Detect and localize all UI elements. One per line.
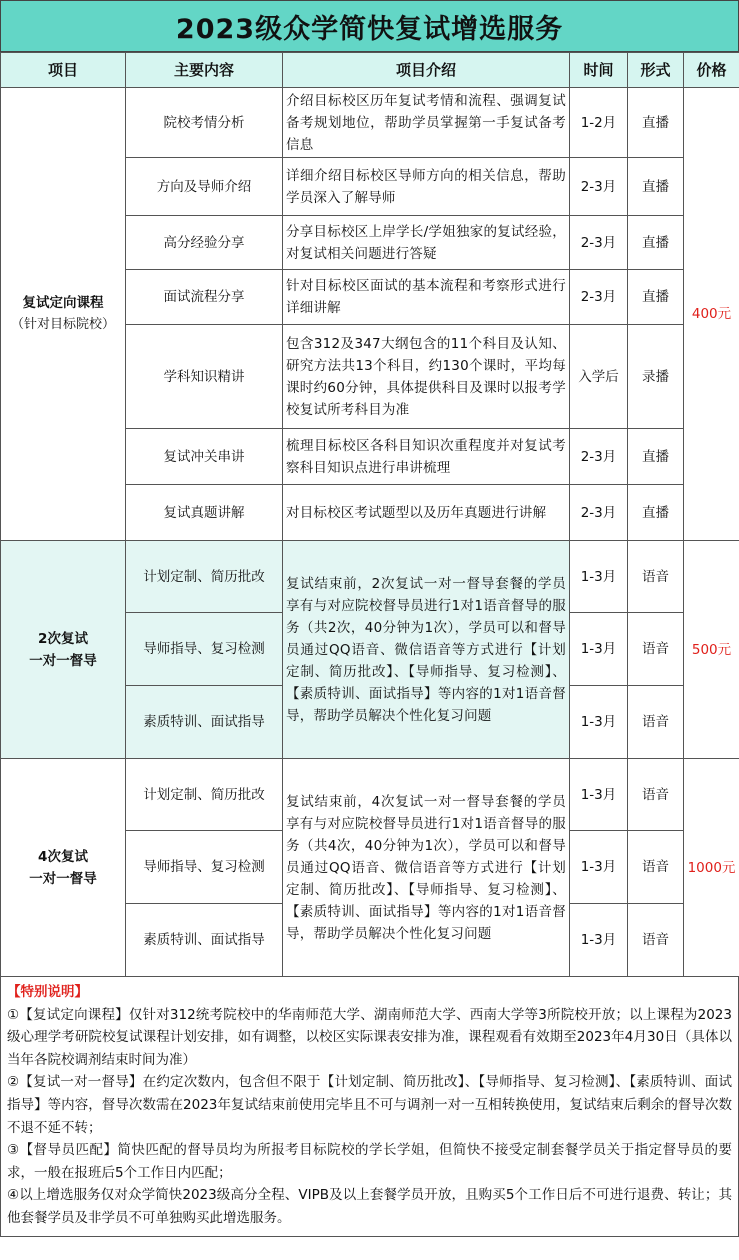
section1-sub: （针对目标院校） xyxy=(10,317,115,332)
row-time: 入学后 xyxy=(570,325,628,429)
row-form: 直播 xyxy=(628,216,684,270)
section2-name-line2: 一对一督导 xyxy=(29,652,97,669)
row-content: 素质特训、面试指导 xyxy=(126,904,283,977)
row-desc: 梳理目标校区各科目知识次重程度并对复试考察科目知识点进行串讲梳理 xyxy=(283,429,570,485)
row-time: 2-3月 xyxy=(570,216,628,270)
row-form: 语音 xyxy=(628,904,684,977)
section2-desc: 复试结束前，2次复试一对一督导套餐的学员享有与对应院校督导员进行1对1语音督导的服务（共2次，40分钟为1次），学员可以和督导员通过QQ语音、微信语音等方式进行【计划定制、简历批改】、【导师指导、复习检测】、【素质特训、面试指导】等内容的1对1语音督导，帮助学员解决个性化复习问题 xyxy=(283,541,570,759)
row-time: 1-2月 xyxy=(570,88,628,158)
row-time: 1-3月 xyxy=(570,541,628,613)
note-item: ④以上增选服务仅对众学简快2023级高分全程、VIPB及以上套餐学员开放，且购买5个工作日后不可进行退费、转让；其他套餐学员及非学员不可单独购买此增选服务。 xyxy=(7,1187,732,1226)
table-row xyxy=(1,88,739,158)
row-time: 2-3月 xyxy=(570,429,628,485)
services-table xyxy=(0,52,739,977)
special-notes xyxy=(0,977,739,1237)
row-time: 1-3月 xyxy=(570,831,628,904)
row-form: 语音 xyxy=(628,759,684,831)
row-form: 直播 xyxy=(628,88,684,158)
note-item: ①【复试定向课程】仅针对312统考院校中的华南师范大学、湖南师范大学、西南大学等3所院校开放；以上课程为2023级心理学考研院校复试课程计划安排，如有调整，以校区实际课表安排为准，课程观看有效期至2023年4月30日（具体以当年各院校调剂结束时间为准） xyxy=(7,1006,732,1068)
row-desc: 针对目标校区面试的基本流程和考察形式进行详细讲解 xyxy=(283,270,570,325)
row-content: 高分经验分享 xyxy=(126,216,283,270)
header-intro: 项目介绍 xyxy=(283,53,570,88)
section3-desc: 复试结束前，4次复试一对一督导套餐的学员享有与对应院校督导员进行1对1语音督导的服务（共4次，40分钟为1次），学员可以和督导员通过QQ语音、微信语音等方式进行【计划定制、简历批改】、【导师指导、复习检测】、【素质特训、面试指导】等内容的1对1语音督导，帮助学员解决个性化复习问题 xyxy=(283,759,570,977)
row-desc: 介绍目标校区历年复试考情和流程、强调复试备考规划地位，帮助学员掌握第一手复试备考信息 xyxy=(283,88,570,158)
row-time: 2-3月 xyxy=(570,485,628,541)
header-time: 时间 xyxy=(570,53,628,88)
row-time: 1-3月 xyxy=(570,904,628,977)
row-time: 1-3月 xyxy=(570,759,628,831)
section2-name-line1: 2次复试 xyxy=(38,630,88,647)
row-content: 复试真题讲解 xyxy=(126,485,283,541)
row-content: 导师指导、复习检测 xyxy=(126,831,283,904)
row-content: 复试冲关串讲 xyxy=(126,429,283,485)
section1-price: 400元 xyxy=(684,88,739,541)
section3-category xyxy=(1,759,126,977)
row-desc: 分享目标校区上岸学长/学姐独家的复试经验，对复试相关问题进行答疑 xyxy=(283,216,570,270)
section3-name-line2: 一对一督导 xyxy=(29,870,97,887)
row-form: 直播 xyxy=(628,270,684,325)
header-form: 形式 xyxy=(628,53,684,88)
notes-heading: 【特别说明】 xyxy=(7,984,88,1000)
header-content: 主要内容 xyxy=(126,53,283,88)
row-time: 2-3月 xyxy=(570,270,628,325)
row-form: 语音 xyxy=(628,613,684,686)
table-row xyxy=(1,759,739,831)
row-desc: 包含312及347大纲包含的11个科目及认知、研究方法共13个科目，约130个课时，平均每课时约60分钟，具体提供科目及课时以报考学校复试所考科目为准 xyxy=(283,325,570,429)
section3-name-line1: 4次复试 xyxy=(38,848,88,865)
row-desc: 详细介绍目标校区导师方向的相关信息，帮助学员深入了解导师 xyxy=(283,158,570,216)
row-form: 语音 xyxy=(628,686,684,759)
row-content: 方向及导师介绍 xyxy=(126,158,283,216)
section3-price: 1000元 xyxy=(684,759,739,977)
row-content: 院校考情分析 xyxy=(126,88,283,158)
row-form: 直播 xyxy=(628,158,684,216)
row-form: 录播 xyxy=(628,325,684,429)
section1-category xyxy=(1,88,126,541)
row-time: 1-3月 xyxy=(570,613,628,686)
table-row xyxy=(1,541,739,613)
page-title: 2023级众学简快复试增选服务 xyxy=(0,0,739,52)
row-content: 导师指导、复习检测 xyxy=(126,613,283,686)
row-time: 1-3月 xyxy=(570,686,628,759)
row-desc: 对目标校区考试题型以及历年真题进行讲解 xyxy=(283,485,570,541)
row-content: 学科知识精讲 xyxy=(126,325,283,429)
row-form: 语音 xyxy=(628,831,684,904)
row-content: 素质特训、面试指导 xyxy=(126,686,283,759)
row-content: 面试流程分享 xyxy=(126,270,283,325)
row-form: 直播 xyxy=(628,429,684,485)
row-content: 计划定制、简历批改 xyxy=(126,759,283,831)
note-item: ③【督导员匹配】简快匹配的督导员均为所报考目标院校的学长学姐，但简快不接受定制套餐学员关于指定督导员的要求，一般在报班后5个工作日内匹配； xyxy=(7,1142,732,1181)
row-time: 2-3月 xyxy=(570,158,628,216)
header-row xyxy=(1,53,739,88)
note-item: ②【复试一对一督导】在约定次数内，包含但不限于【计划定制、简历批改】、【导师指导、复习检测】、【素质特训、面试指导】等内容，督导次数需在2023年复试结束前使用完毕且不可与调剂一对一互相转换使用，复试结束后剩余的督导次数不退不延不转； xyxy=(7,1074,732,1136)
header-price: 价格 xyxy=(684,53,739,88)
section2-category xyxy=(1,541,126,759)
row-form: 语音 xyxy=(628,541,684,613)
section2-price: 500元 xyxy=(684,541,739,759)
section1-name: 复试定向课程 xyxy=(22,295,104,311)
row-content: 计划定制、简历批改 xyxy=(126,541,283,613)
header-project: 项目 xyxy=(1,53,126,88)
row-form: 直播 xyxy=(628,485,684,541)
